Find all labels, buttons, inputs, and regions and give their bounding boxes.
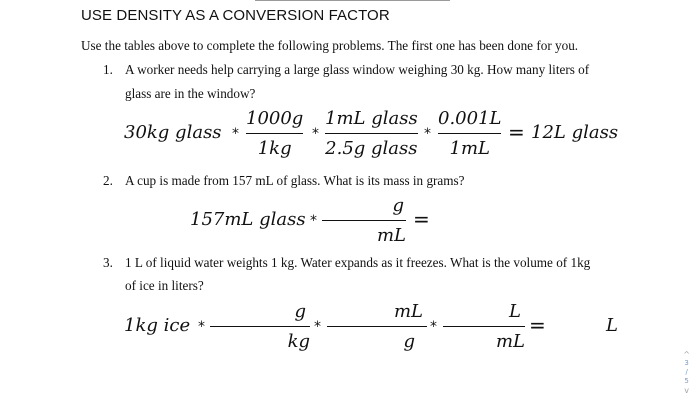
problem-1-f1-numerator: 1000g xyxy=(246,108,304,129)
problem-1-fraction-1 xyxy=(246,107,303,161)
fraction-bar xyxy=(327,326,427,327)
problem-3-f3-denominator: mL xyxy=(495,331,525,353)
problem-3-text-line1: 1 L of liquid water weights 1 kg. Water expands as it freezes. What is the volume of 1kg xyxy=(125,255,591,270)
page-up-icon[interactable]: ^ xyxy=(683,350,690,359)
problem-3-number: 3. xyxy=(103,255,113,270)
problem-3-times-2: * xyxy=(314,319,321,335)
problem-1-fraction-3 xyxy=(438,107,501,161)
problem-2-fraction-1 xyxy=(322,194,406,248)
problem-2-text-line1: A cup is made from 157 mL of glass. What is its mass in grams? xyxy=(125,173,465,188)
problem-1-f1-denominator: 1kg xyxy=(257,138,292,160)
page-separator: / xyxy=(685,368,688,376)
problem-3-f2-numerator: mL xyxy=(393,301,423,322)
fraction-bar xyxy=(438,133,501,134)
problem-2-lead-term: 157mL glass xyxy=(190,209,306,230)
problem-3-result: L xyxy=(606,315,618,336)
problem-3-f1-denominator: kg xyxy=(287,331,310,353)
problem-3-text-line2: of ice in liters? xyxy=(125,278,204,293)
problem-2-number: 2. xyxy=(103,173,113,188)
problem-2-f1-denominator: mL xyxy=(376,225,406,247)
problem-3-equals: = xyxy=(529,313,546,337)
problem-3-fraction-1 xyxy=(210,300,310,354)
problem-1-text-line1: A worker needs help carrying a large glass window weighing 30 kg. How many liters of xyxy=(125,62,590,77)
fraction-bar xyxy=(246,133,303,134)
problem-3-f1-numerator: g xyxy=(294,301,306,322)
problem-2-equals: = xyxy=(413,207,430,231)
problem-3-lead-term: 1kg ice xyxy=(124,315,191,336)
intro-text: Use the tables above to complete the following problems. The first one has been done for you. xyxy=(81,38,579,53)
problem-3-fraction-3 xyxy=(443,300,525,354)
problem-1-fraction-2 xyxy=(325,107,418,161)
fraction-bar xyxy=(325,133,418,134)
problem-1-number: 1. xyxy=(103,62,113,77)
problem-1-times-1: * xyxy=(232,126,239,142)
problem-3-f2-denominator: g xyxy=(403,331,415,353)
problem-3-fraction-2 xyxy=(327,300,427,354)
page-navigator[interactable] xyxy=(683,350,690,395)
problem-1-text-line2: glass are in the window? xyxy=(125,86,256,101)
page-down-icon[interactable]: v xyxy=(684,386,690,395)
page-heading: USE DENSITY AS A CONVERSION FACTOR xyxy=(81,7,390,24)
problem-3-times-3: * xyxy=(430,319,437,335)
problem-1-times-3: * xyxy=(424,126,431,142)
problem-1-result: 12L glass xyxy=(531,122,619,143)
problem-1-equals: = xyxy=(508,120,525,144)
problem-3-f3-numerator: L xyxy=(509,301,521,322)
fraction-bar xyxy=(443,326,525,327)
top-divider xyxy=(255,0,450,1)
page-number-total: 5 xyxy=(684,377,689,385)
problem-1-f2-numerator: 1mL glass xyxy=(325,108,418,129)
problem-1-times-2: * xyxy=(312,126,319,142)
fraction-bar xyxy=(210,326,310,327)
problem-1-f3-denominator: 1mL xyxy=(449,138,490,160)
page-number-current: 3 xyxy=(684,359,689,367)
problem-3-times-1: * xyxy=(198,319,205,335)
problem-2-times-1: * xyxy=(310,213,317,229)
problem-1-f3-numerator: 0.001L xyxy=(438,108,502,129)
problem-1-lead-term: 30kg glass xyxy=(124,122,222,143)
problem-2-f1-numerator: g xyxy=(392,195,404,216)
problem-1-f2-denominator: 2.5g glass xyxy=(325,138,418,160)
fraction-bar xyxy=(322,220,406,221)
